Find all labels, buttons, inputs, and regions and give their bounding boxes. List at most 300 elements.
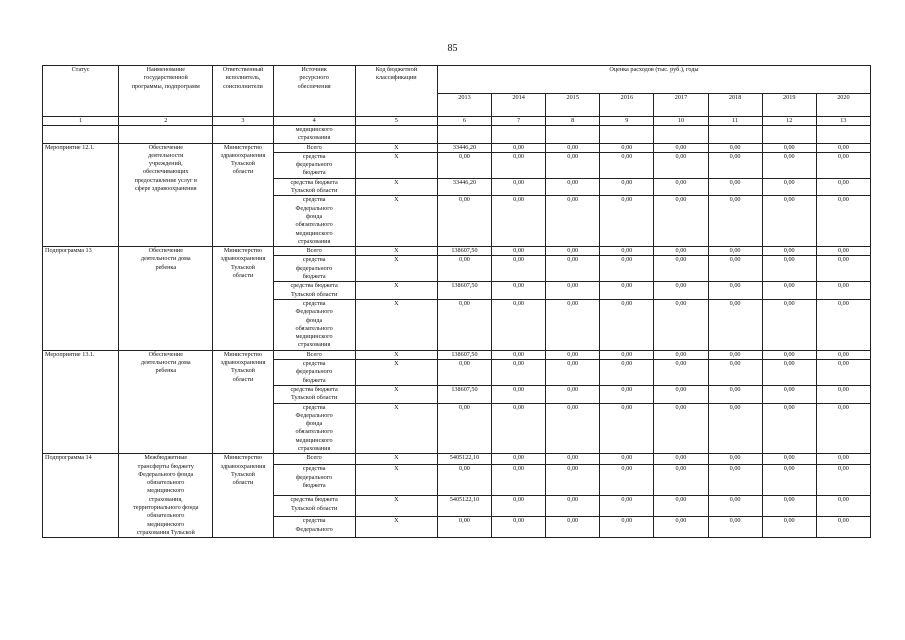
value-cell: 0,00: [816, 360, 870, 386]
value-cell: 0,00: [654, 178, 708, 196]
table-row: [43, 247, 871, 256]
cell-line: области: [232, 168, 254, 176]
cell-line: территориального фонда: [133, 504, 199, 512]
cell-line: классификации: [376, 74, 417, 82]
value-cell: 0,00: [708, 152, 762, 178]
source-cell: [273, 152, 355, 178]
value-cell: 0,00: [437, 465, 491, 496]
cell-line: обязательного: [147, 512, 185, 520]
cell-line: программы, подпрограмм: [131, 82, 200, 90]
value-cell: 0,00: [816, 385, 870, 403]
budget-code-cell: Х: [355, 360, 437, 386]
cell-line: ребенка: [155, 263, 177, 271]
value-cell: 0,00: [546, 256, 600, 282]
cell-line: Тульской: [230, 470, 255, 478]
cell-line: Ответственный: [222, 66, 264, 73]
value-cell: 0,00: [600, 385, 654, 403]
cell-line: деятельности дома: [140, 255, 191, 263]
value-cell: 0,00: [816, 454, 870, 465]
empty-cell: [600, 126, 654, 144]
source-cell: [273, 143, 355, 152]
value-cell: 0,00: [762, 152, 816, 178]
value-cell: 0,00: [762, 403, 816, 454]
value-cell: 0,00: [600, 178, 654, 196]
cell-line: трансферты бюджету: [137, 462, 194, 470]
year-header: 2015: [546, 94, 600, 117]
value-cell: 0,00: [600, 454, 654, 465]
value-cell: 0,00: [654, 385, 708, 403]
value-cell: 0,00: [816, 517, 870, 538]
value-cell: 0,00: [762, 496, 816, 517]
value-cell: 0,00: [816, 465, 870, 496]
empty-cell: [43, 126, 119, 144]
value-cell: 0,00: [762, 465, 816, 496]
budget-code-cell: Х: [355, 178, 437, 196]
column-number: 5: [355, 117, 437, 126]
table-body: [43, 66, 871, 538]
budget-table: [42, 65, 871, 538]
cell-line: средства: [302, 152, 326, 160]
cell-line: государственной: [143, 74, 188, 82]
value-cell: 0,00: [492, 196, 546, 247]
cell-line: Министерство: [223, 350, 263, 358]
table-row: [43, 143, 871, 152]
value-cell: 0,00: [654, 256, 708, 282]
value-cell: 0,00: [816, 256, 870, 282]
value-cell: 0,00: [546, 299, 600, 350]
cell-line: Тульской области: [290, 187, 338, 195]
value-cell: 0,00: [492, 282, 546, 300]
value-cell: 0,00: [762, 385, 816, 403]
header-estimate: Оценка расходов (тыс. руб.), годы: [437, 66, 870, 94]
source-cell: [273, 196, 355, 247]
column-number: 13: [816, 117, 870, 126]
value-cell: 0,00: [600, 360, 654, 386]
budget-code-cell: Х: [355, 247, 437, 256]
cell-line: Тульской: [230, 367, 255, 375]
value-cell: 0,00: [816, 247, 870, 256]
cell-line: средства: [302, 403, 326, 411]
value-cell: 0,00: [708, 143, 762, 152]
value-cell: 0,00: [600, 465, 654, 496]
value-cell: 0,00: [437, 299, 491, 350]
value-cell: 138607,50: [437, 282, 491, 300]
year-header: 2018: [708, 94, 762, 117]
cell-line: Источник: [301, 66, 327, 73]
source-cell: [273, 496, 355, 517]
value-cell: 33446,20: [437, 178, 491, 196]
cell-line: страхования: [297, 341, 331, 349]
value-cell: 5405122,10: [437, 454, 491, 465]
value-cell: 0,00: [492, 385, 546, 403]
value-cell: 0,00: [654, 247, 708, 256]
cell-line: Всего: [306, 350, 322, 358]
value-cell: 0,00: [546, 496, 600, 517]
continuation-row: [43, 126, 871, 144]
cell-line: бюджета: [302, 273, 326, 281]
value-cell: 0,00: [708, 403, 762, 454]
cell-line: бюджета: [302, 376, 326, 384]
value-cell: 0,00: [492, 143, 546, 152]
cell-line: федерального: [295, 264, 333, 272]
cell-line: исполнитель,: [225, 74, 261, 82]
cell-line: обеспечения: [297, 82, 331, 90]
cell-line: Тульской: [230, 160, 255, 168]
value-cell: 0,00: [708, 454, 762, 465]
value-cell: 0,00: [492, 247, 546, 256]
value-cell: 33446,20: [437, 143, 491, 152]
value-cell: 0,00: [654, 299, 708, 350]
cell-line: федерального: [295, 473, 333, 481]
budget-code-cell: Х: [355, 454, 437, 465]
value-cell: 0,00: [492, 496, 546, 517]
empty-cell: [355, 126, 437, 144]
column-number: 6: [437, 117, 491, 126]
value-cell: 0,00: [437, 403, 491, 454]
value-cell: 0,00: [708, 299, 762, 350]
value-cell: 0,00: [654, 517, 708, 538]
value-cell: 0,00: [762, 256, 816, 282]
value-cell: 0,00: [708, 196, 762, 247]
budget-code-cell: Х: [355, 465, 437, 496]
cell-line: Всего: [306, 143, 322, 151]
source-cell: [273, 282, 355, 300]
value-cell: 0,00: [546, 454, 600, 465]
value-cell: 0,00: [654, 282, 708, 300]
cell-line: Тульской области: [290, 290, 338, 298]
value-cell: 0,00: [708, 256, 762, 282]
cell-line: фонда: [305, 316, 323, 324]
cell-line: Всего: [306, 247, 322, 255]
source-cell: [273, 403, 355, 454]
value-cell: 0,00: [600, 152, 654, 178]
value-cell: 0,00: [762, 143, 816, 152]
year-header: 2014: [492, 94, 546, 117]
empty-cell: [708, 126, 762, 144]
value-cell: 0,00: [708, 282, 762, 300]
cell-line: федерального: [295, 161, 333, 169]
cell-line: учреждений,: [148, 160, 183, 168]
value-cell: 5405122,10: [437, 496, 491, 517]
value-cell: 0,00: [708, 385, 762, 403]
source-cell: [273, 299, 355, 350]
cell-line: области: [232, 272, 254, 280]
value-cell: 0,00: [492, 403, 546, 454]
cell-line: средства: [302, 465, 326, 473]
value-cell: 0,00: [816, 403, 870, 454]
value-cell: 0,00: [492, 350, 546, 359]
cell-line: медицинского: [147, 487, 185, 495]
value-cell: 0,00: [654, 496, 708, 517]
cell-line: области: [232, 375, 254, 383]
empty-cell: [492, 126, 546, 144]
empty-cell: [546, 126, 600, 144]
cell-line: обязательного: [295, 324, 333, 332]
value-cell: 0,00: [546, 152, 600, 178]
value-cell: 0,00: [816, 143, 870, 152]
column-number: 9: [600, 117, 654, 126]
budget-code-cell: Х: [355, 152, 437, 178]
column-number: 1: [43, 117, 119, 126]
cell-line: предоставление услуг в: [134, 176, 197, 184]
value-cell: 0,00: [816, 152, 870, 178]
cell-line: Министерство: [223, 143, 263, 151]
value-cell: 0,00: [600, 299, 654, 350]
source-cell: [273, 247, 355, 256]
cell-line: соисполнители: [223, 82, 263, 90]
value-cell: 0,00: [762, 350, 816, 359]
value-cell: 0,00: [546, 385, 600, 403]
cell-line: Тульской области: [290, 504, 338, 512]
cell-line: федерального: [295, 368, 333, 376]
header-source: [273, 66, 355, 117]
cell-line: обязательного: [147, 479, 185, 487]
value-cell: 0,00: [437, 517, 491, 538]
column-number: 11: [708, 117, 762, 126]
cell-line: фонда: [305, 212, 323, 220]
value-cell: 0,00: [437, 196, 491, 247]
column-number: 2: [119, 117, 213, 126]
value-cell: 0,00: [600, 196, 654, 247]
executor-cell: [213, 247, 273, 351]
table-row: [43, 350, 871, 359]
source-cell: [273, 517, 355, 538]
cell-line: средства бюджета: [290, 282, 338, 290]
cell-line: средства: [302, 517, 326, 525]
cell-line: страхования,: [148, 495, 183, 503]
value-cell: 0,00: [546, 178, 600, 196]
value-cell: 0,00: [762, 517, 816, 538]
value-cell: 0,00: [654, 196, 708, 247]
value-cell: 0,00: [654, 143, 708, 152]
empty-cell: [762, 126, 816, 144]
cell-line: Федерального: [295, 411, 333, 419]
value-cell: 0,00: [492, 360, 546, 386]
value-cell: 0,00: [708, 496, 762, 517]
value-cell: 0,00: [492, 178, 546, 196]
executor-cell: [213, 350, 273, 454]
cell-line: медицинского: [295, 333, 333, 341]
value-cell: 0,00: [546, 517, 600, 538]
cell-line: обязательного: [295, 428, 333, 436]
header-name: [119, 66, 213, 117]
cell-line: здравоохранения: [220, 151, 266, 159]
cell-line: бюджета: [302, 169, 326, 177]
cell-line: медицинского: [147, 520, 185, 528]
budget-code-cell: Х: [355, 299, 437, 350]
value-cell: 0,00: [708, 517, 762, 538]
value-cell: 0,00: [600, 496, 654, 517]
cell-line: средства бюджета: [290, 385, 338, 393]
cell-line: средства: [302, 196, 326, 204]
year-header: 2016: [600, 94, 654, 117]
cell-line: сфере здравоохранения: [134, 185, 197, 193]
value-cell: 0,00: [546, 465, 600, 496]
source-cell: [273, 465, 355, 496]
cell-line: Федерального фонда: [138, 470, 194, 478]
value-cell: 0,00: [437, 256, 491, 282]
cell-line: Министерство: [223, 247, 263, 255]
source-cell: [273, 126, 355, 144]
value-cell: 0,00: [708, 360, 762, 386]
empty-cell: [213, 126, 273, 144]
budget-code-cell: Х: [355, 350, 437, 359]
cell-line: медицинского: [295, 436, 333, 444]
source-cell: [273, 385, 355, 403]
value-cell: 0,00: [816, 496, 870, 517]
value-cell: 0,00: [816, 196, 870, 247]
value-cell: 0,00: [546, 196, 600, 247]
value-cell: 0,00: [654, 454, 708, 465]
cell-line: ресурсного: [299, 74, 329, 82]
value-cell: 0,00: [654, 360, 708, 386]
column-number: 3: [213, 117, 273, 126]
value-cell: 138607,50: [437, 247, 491, 256]
value-cell: 0,00: [654, 350, 708, 359]
status-cell: Подпрограмма 13: [43, 247, 119, 351]
value-cell: 0,00: [816, 350, 870, 359]
value-cell: 0,00: [546, 403, 600, 454]
budget-code-cell: Х: [355, 496, 437, 517]
cell-line: здравоохранения: [220, 359, 266, 367]
cell-line: деятельности дома: [140, 359, 191, 367]
cell-line: Министерство: [223, 454, 263, 462]
value-cell: 0,00: [492, 256, 546, 282]
value-cell: 0,00: [816, 178, 870, 196]
cell-line: Федерального: [295, 204, 333, 212]
program-name-cell: [119, 143, 213, 247]
program-name-cell: [119, 350, 213, 454]
value-cell: 0,00: [492, 152, 546, 178]
cell-line: Код бюджетной: [375, 66, 418, 73]
cell-line: ребенка: [155, 367, 177, 375]
header-status: Статус: [43, 66, 119, 117]
program-name-cell: [119, 454, 213, 538]
empty-cell: [437, 126, 491, 144]
cell-line: Всего: [306, 454, 322, 462]
cell-line: средства бюджета: [290, 178, 338, 186]
source-cell: [273, 178, 355, 196]
status-cell: Подпрограмма 14: [43, 454, 119, 538]
column-number: 8: [546, 117, 600, 126]
value-cell: 0,00: [437, 360, 491, 386]
cell-line: области: [232, 479, 254, 487]
budget-code-cell: Х: [355, 517, 437, 538]
cell-line: средства бюджета: [290, 496, 338, 504]
year-header: 2019: [762, 94, 816, 117]
value-cell: 138607,50: [437, 385, 491, 403]
value-cell: 0,00: [600, 256, 654, 282]
cell-line: здравоохранения: [220, 255, 266, 263]
status-cell: Мероприятие 12.1.: [43, 143, 119, 247]
source-cell: [273, 350, 355, 359]
year-header: 2020: [816, 94, 870, 117]
value-cell: 0,00: [492, 465, 546, 496]
cell-line: медицинского: [295, 229, 333, 237]
column-number: 12: [762, 117, 816, 126]
year-header: 2017: [654, 94, 708, 117]
budget-code-cell: Х: [355, 256, 437, 282]
cell-line: Наименование: [146, 66, 186, 73]
header-row: [43, 66, 871, 94]
value-cell: 0,00: [816, 299, 870, 350]
value-cell: 0,00: [600, 403, 654, 454]
cell-line: обязательного: [295, 221, 333, 229]
cell-line: обеспечивающих: [143, 168, 189, 176]
source-cell: [273, 454, 355, 465]
value-cell: 0,00: [708, 465, 762, 496]
cell-line: страхования: [297, 444, 331, 452]
value-cell: 0,00: [546, 360, 600, 386]
cell-line: средства: [302, 256, 326, 264]
cell-line: деятельности: [148, 151, 184, 159]
year-header: 2013: [437, 94, 491, 117]
value-cell: 0,00: [492, 454, 546, 465]
value-cell: 0,00: [600, 517, 654, 538]
value-cell: 0,00: [600, 282, 654, 300]
executor-cell: [213, 454, 273, 538]
value-cell: 0,00: [600, 143, 654, 152]
column-number-row: [43, 117, 871, 126]
empty-cell: [654, 126, 708, 144]
value-cell: 0,00: [708, 350, 762, 359]
value-cell: 0,00: [762, 299, 816, 350]
source-cell: [273, 360, 355, 386]
cell-line: Тульской области: [290, 394, 338, 402]
budget-code-cell: Х: [355, 403, 437, 454]
cell-line: Обеспечение: [148, 247, 183, 255]
cell-line: Обеспечение: [148, 350, 183, 358]
cell-line: бюджета: [302, 481, 326, 489]
column-number: 10: [654, 117, 708, 126]
value-cell: 0,00: [437, 152, 491, 178]
value-cell: 0,00: [546, 247, 600, 256]
value-cell: 0,00: [492, 299, 546, 350]
source-cell: [273, 256, 355, 282]
cell-line: Межбюджетные: [144, 454, 188, 462]
value-cell: 0,00: [762, 454, 816, 465]
cell-line: здравоохранения: [220, 462, 266, 470]
value-cell: 0,00: [654, 403, 708, 454]
budget-code-cell: Х: [355, 282, 437, 300]
cell-line: фонда: [305, 420, 323, 428]
cell-line: Федерального: [295, 525, 333, 533]
value-cell: 138607,50: [437, 350, 491, 359]
status-cell: Мероприятие 13.1.: [43, 350, 119, 454]
value-cell: 0,00: [492, 517, 546, 538]
empty-cell: [816, 126, 870, 144]
cell-line: Тульской: [230, 263, 255, 271]
empty-cell: [119, 126, 213, 144]
value-cell: 0,00: [708, 247, 762, 256]
page-number: 85: [447, 43, 458, 54]
value-cell: 0,00: [546, 143, 600, 152]
value-cell: 0,00: [600, 247, 654, 256]
value-cell: 0,00: [600, 350, 654, 359]
column-number: 7: [492, 117, 546, 126]
column-number: 4: [273, 117, 355, 126]
value-cell: 0,00: [762, 196, 816, 247]
value-cell: 0,00: [762, 360, 816, 386]
cell-line: страхования Тульской: [136, 528, 195, 536]
budget-code-cell: Х: [355, 385, 437, 403]
cell-line: страхования: [297, 237, 331, 245]
budget-code-cell: Х: [355, 143, 437, 152]
cell-line: средства: [302, 360, 326, 368]
table-row: [43, 454, 871, 465]
value-cell: 0,00: [762, 178, 816, 196]
cell-line: медицинского: [295, 126, 333, 133]
